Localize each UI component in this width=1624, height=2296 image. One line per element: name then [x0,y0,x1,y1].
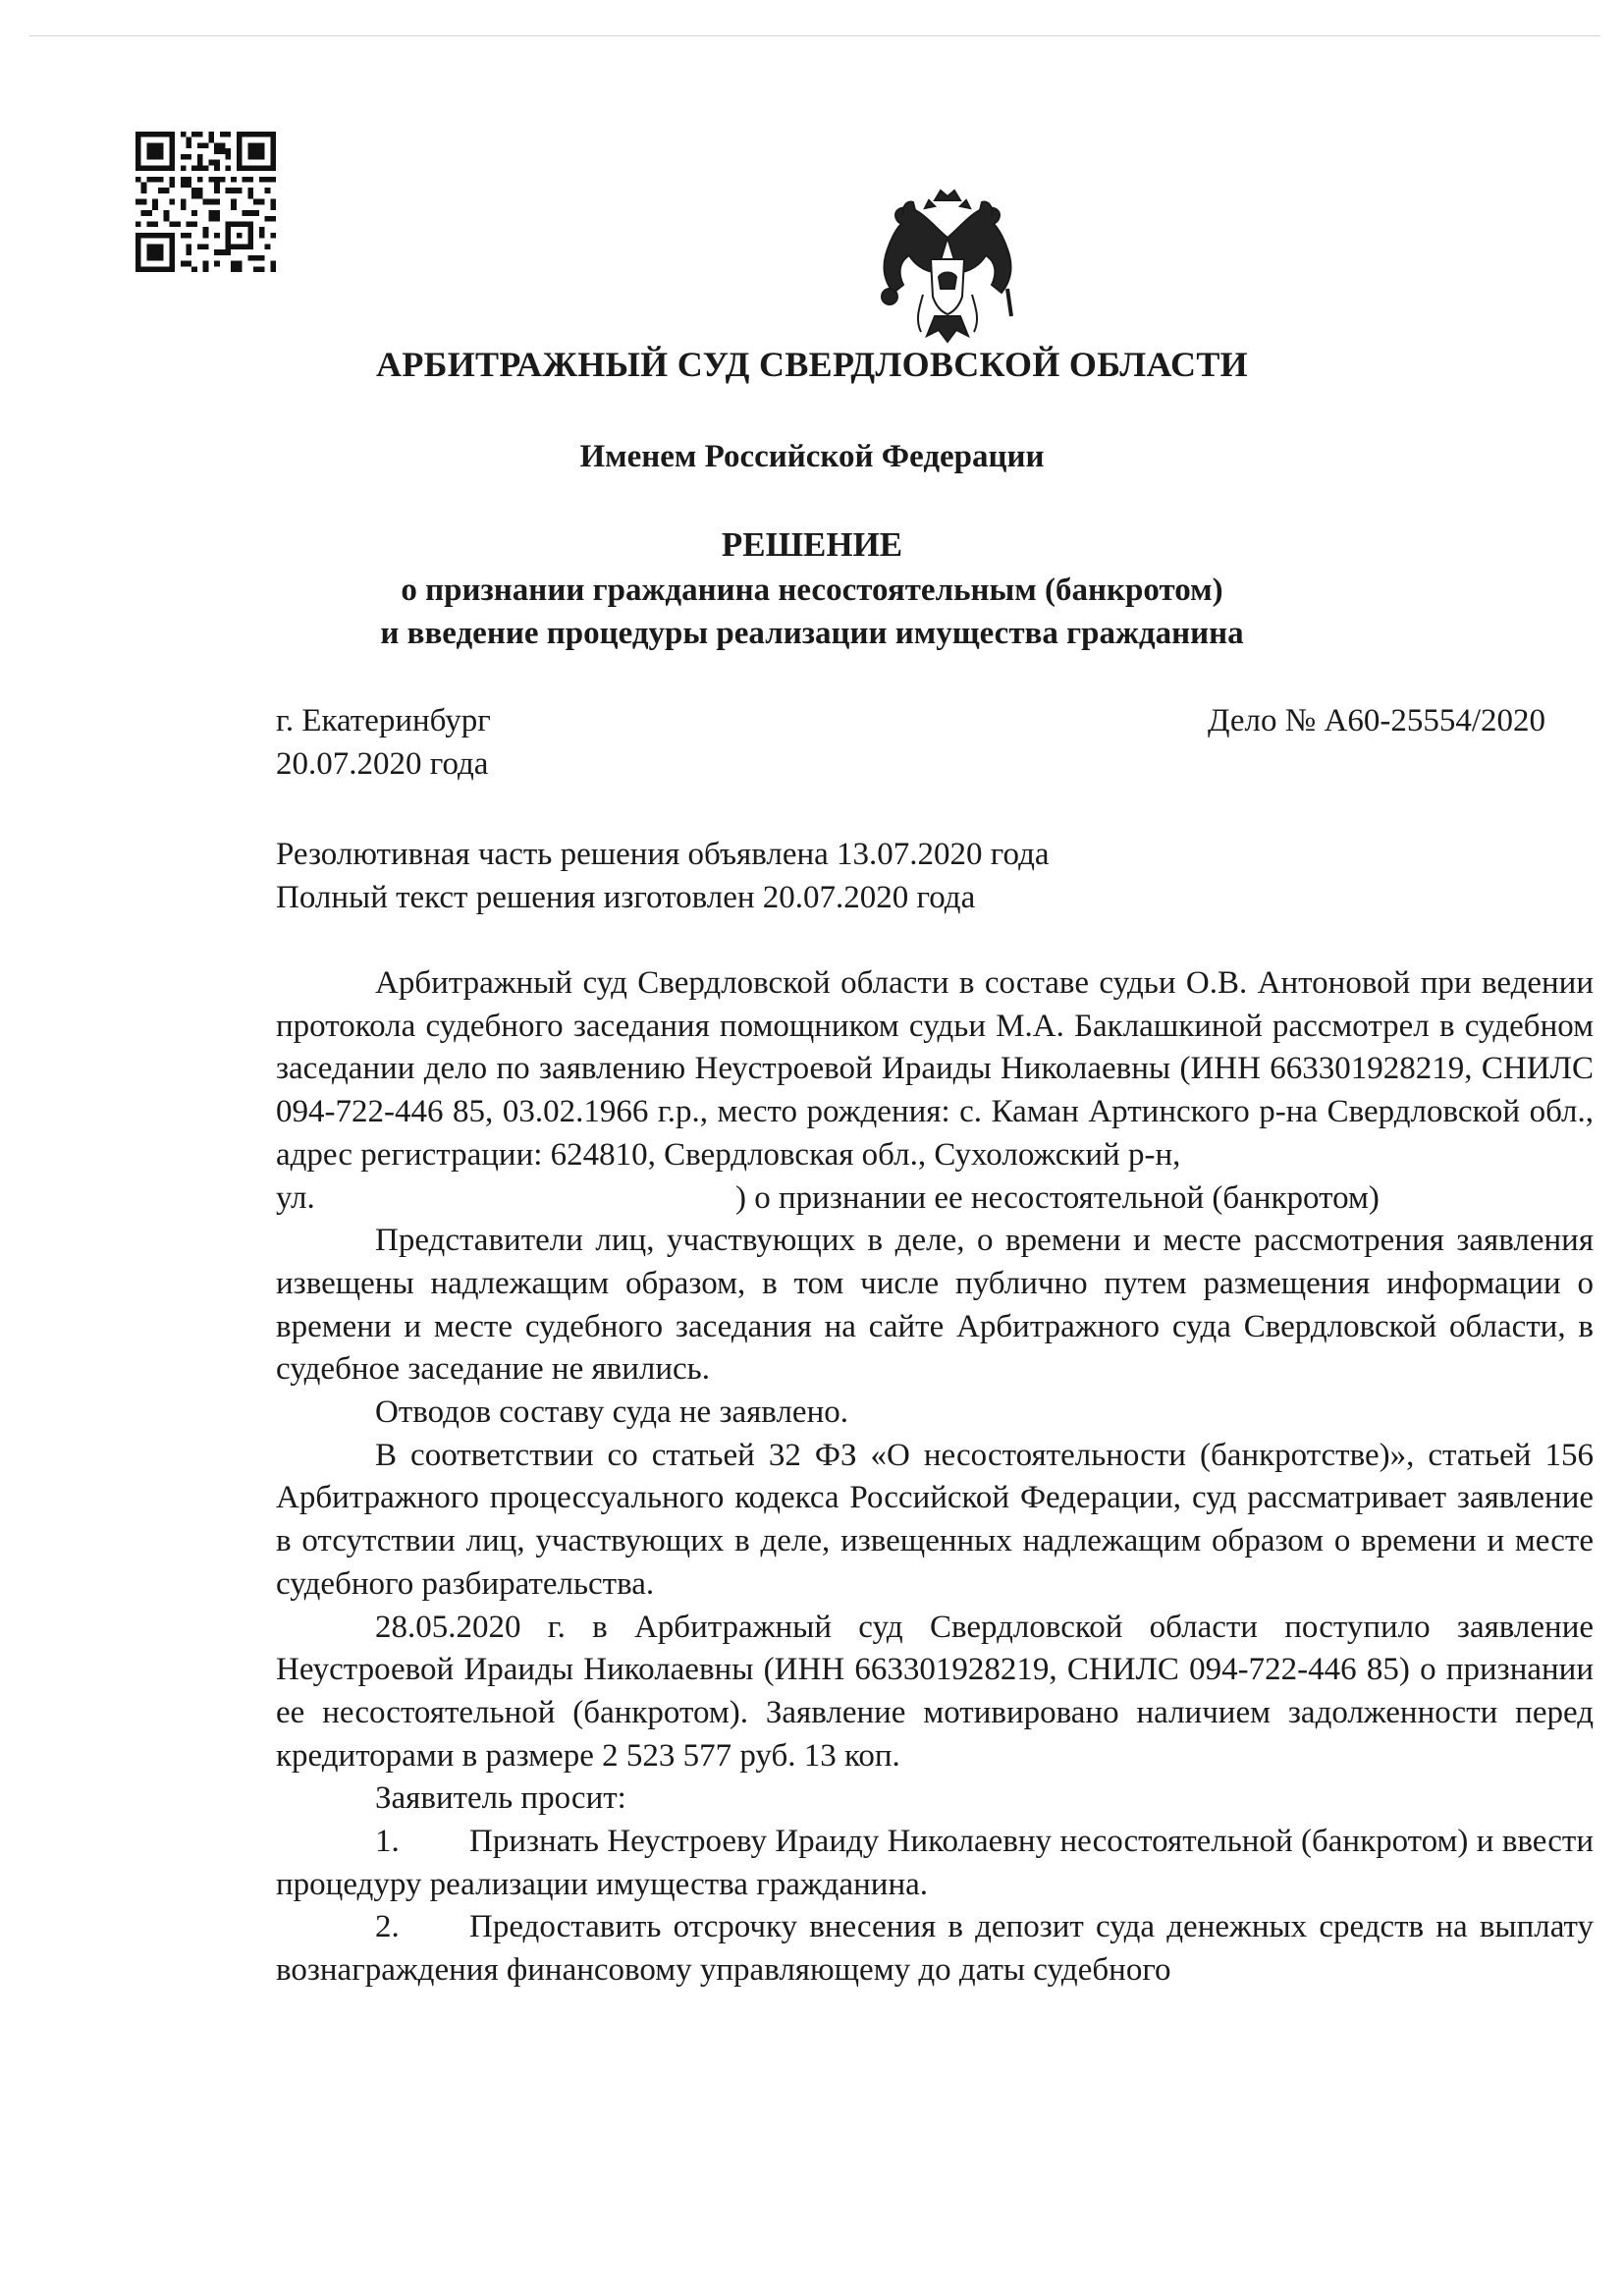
city: г. Екатеринбург [276,703,491,738]
paragraph-1 [276,962,1594,1220]
subtitle-line-2: и введение процедуры реализации имущества гражданина [380,616,1244,651]
paragraph-1-tail: ) о признании ее несостоятельной (банкротом) [735,1179,1380,1216]
court-name-heading: АРБИТРАЖНЫЙ СУД СВЕРДЛОВСКОЙ ОБЛАСТИ [376,345,1248,384]
paragraph-6: Заявитель просит: [375,1780,626,1817]
redacted-address [323,1185,735,1215]
full-text-note: Полный текст решения изготовлен 20.07.2020 года [276,880,976,915]
request-item-2 [276,1906,1594,1992]
decision-body [276,962,1594,1993]
street-prefix: ул. [276,1179,315,1216]
request-item-2-text: Предоставить отсрочку внесения в депозит суда денежных средств на выплату вознаграждения финансовому управляющему до даты судебного [276,1909,1594,1989]
operative-part-note: Резолютивная часть решения объявлена 13.07.2020 года [276,837,1050,872]
decision-date: 20.07.2020 года [276,746,489,782]
paragraph-3: Отводов составу суда не заявлено. [375,1394,848,1431]
paragraph-2: Представители лиц, участвующих в деле, о времени и месте рассмотрения заявления извещены надлежащим образом, в том числе публично путем размещения информации о времени и месте судебного заседания на сайте Арбитражного суда Свердловской области, в судебное заседание не явились. [276,1223,1594,1388]
paragraph-1-address-line [276,1177,1594,1221]
case-number: Дело № А60-25554/2020 [1207,703,1545,738]
request-item-2-number: 2. [375,1909,400,1945]
paragraph-4: В соответствии со статьей 32 ФЗ «О несостоятельности (банкротстве)», статьей 156 Арбитражного процессуального кодекса Российской Федерации, суд рассматривает заявление в отсутствии лиц, участвующих в деле, извещенных надлежащим образом о времени и месте судебного разбирательства. [276,1437,1594,1602]
coat-of-arms-emblem [864,187,1031,344]
paragraph-1-main: Арбитражный суд Свердловской области в составе судьи О.В. Антоновой при ведении протокола судебного заседания помощником судьи М.А. Баклашкиной рассмотрел в судебном заседании дело по заявлению Неустроевой Ираиды Николаевны (ИНН 663301928219, СНИЛС 094-722-446 85, 03.02.1966 г.р., место рождения: с. Каман Артинского р-на Свердловской обл., адрес регистрации: 624810, Свердловская обл., Сухоложский р-н, [276,965,1594,1173]
request-item-1-text: Признать Неустроеву Ираиду Николаевну несостоятельной (банкротом) и ввести процедуру реализации имущества гражданина. [276,1824,1594,1902]
document-type-heading: РЕШЕНИЕ [721,525,903,564]
subtitle-line-1: о признании гражданина несостоятельным (банкротом) [401,573,1223,608]
scan-edge-line [29,35,1600,36]
paragraph-5: 28.05.2020 г. в Арбитражный суд Свердловской области поступило заявление Неустроевой Ираиды Николаевны (ИНН 663301928219, СНИЛС 094-722-446 85) о признании ее несостоятельной (банкротом). Заявление мотивировано наличием задолженности перед кредиторами в размере 2 523 577 руб. 13 коп. [276,1609,1594,1774]
request-item-1 [276,1821,1594,1906]
request-item-1-number: 1. [375,1824,400,1860]
qr-code [135,132,276,272]
in-the-name-heading: Именем Российской Федерации [579,439,1045,474]
